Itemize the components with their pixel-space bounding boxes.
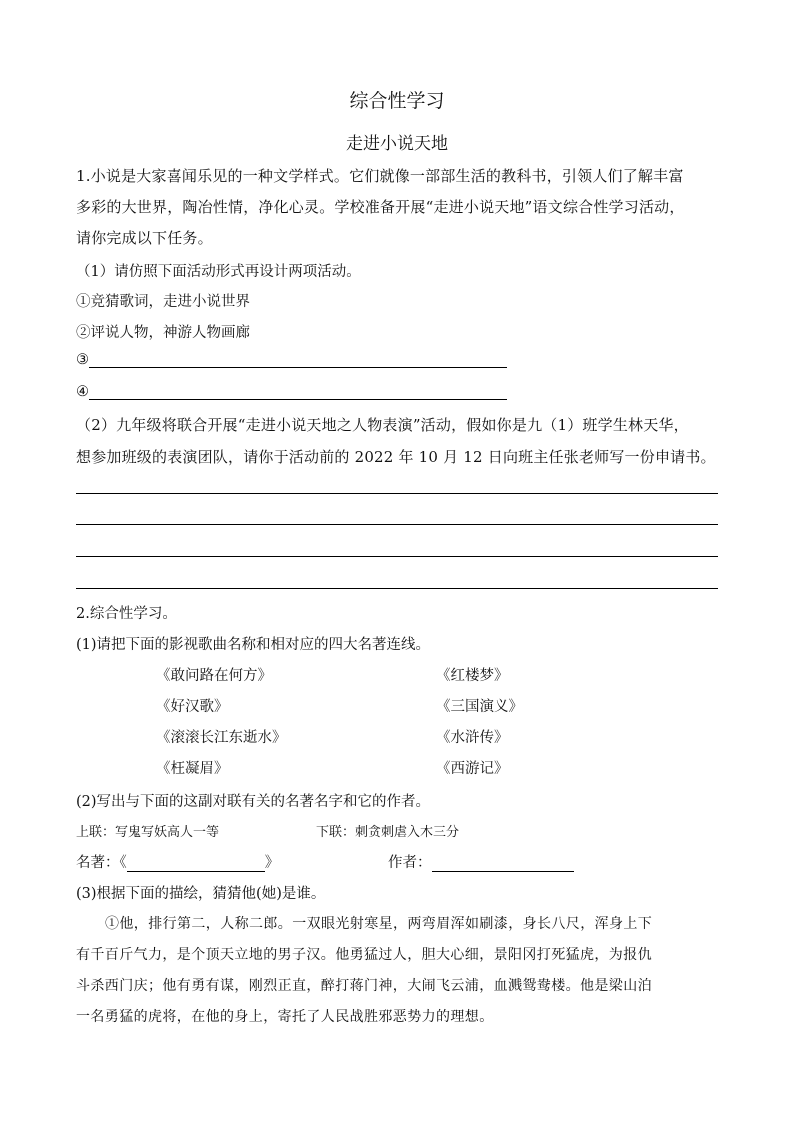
page-title: 综合性学习 (349, 90, 445, 112)
answer-line-4[interactable] (89, 383, 507, 400)
author-blank[interactable] (432, 855, 574, 872)
novel-3[interactable]: 《水浒传》 (436, 730, 509, 746)
q1-intro-line-3: 请你完成以下任务。 (76, 229, 213, 247)
song-2[interactable]: 《好汉歌》 (156, 699, 229, 715)
writing-line-1[interactable] (76, 493, 718, 494)
novel-1[interactable]: 《红楼梦》 (436, 668, 509, 684)
blank-mark-4: ④ (76, 384, 89, 400)
novel-4[interactable]: 《西游记》 (436, 761, 509, 777)
writing-line-3[interactable] (76, 556, 718, 557)
q1-intro-line-1: 1.小说是大家喜闻乐见的一种文学样式。它们就像一部部生活的教科书，引领人们了解丰富 (76, 167, 684, 185)
book-blank[interactable] (127, 855, 265, 872)
q2-heading: 2.综合性学习。 (76, 606, 177, 622)
writing-line-2[interactable] (76, 524, 718, 525)
writing-line-4[interactable] (76, 588, 718, 589)
page-subtitle: 走进小说天地 (346, 134, 448, 154)
q1-blank-3[interactable] (76, 351, 507, 368)
book-answer[interactable] (76, 851, 279, 872)
author-label: 作者： (388, 855, 432, 871)
q1-part2-line-1: （2）九年级将联合开展“走进小说天地之人物表演”活动，假如你是九（1）班学生林天华， (76, 416, 689, 434)
answer-line-3[interactable] (89, 351, 507, 368)
q1-part2-line-2: 想参加班级的表演团队，请你于活动前的 2022 年 10 月 12 日向班主任张老师写一份申请书。 (76, 448, 716, 466)
q2-part2-prompt: (2)写出与下面的这副对联有关的名著名字和它的作者。 (76, 794, 431, 810)
passage-line-2: 有千百斤气力，是个顶天立地的男子汉。他勇猛过人，胆大心细，景阳冈打死猛虎，为报仇 (76, 947, 652, 963)
q1-intro-line-2: 多彩的大世界，陶冶性情，净化心灵。学校准备开展“走进小说天地”语文综合性学习活动， (76, 198, 685, 216)
song-1[interactable]: 《敢问路在何方》 (156, 668, 272, 684)
couplet-lower: 下联：刺贪刺虐入木三分 (316, 825, 460, 840)
novel-2[interactable]: 《三国演义》 (436, 699, 523, 715)
couplet-upper: 上联：写鬼写妖高人一等 (76, 825, 220, 840)
q1-part1-prompt: （1）请仿照下面活动形式再设计两项活动。 (76, 264, 361, 280)
book-label: 名著：《 (76, 855, 127, 871)
q2-part3-prompt: (3)根据下面的描绘，猜猜他(她)是谁。 (76, 886, 326, 902)
blank-mark-3: ③ (76, 352, 89, 368)
song-4[interactable]: 《枉凝眉》 (156, 761, 229, 777)
q1-example-2: ②评说人物，神游人物画廊 (76, 325, 250, 341)
q2-part1-prompt: (1)请把下面的影视歌曲名称和相对应的四大名著连线。 (76, 637, 431, 653)
passage-line-4: 一名勇猛的虎将，在他的身上，寄托了人民战胜邪恶势力的理想。 (76, 1009, 494, 1025)
passage-line-1: ①他，排行第二，人称二郎。一双眼光射寒星，两弯眉浑如刷漆，身长八尺，浑身上下 (105, 916, 653, 932)
author-answer[interactable] (388, 851, 574, 872)
q1-blank-4[interactable] (76, 383, 507, 400)
passage-line-3: 斗杀西门庆；他有勇有谋，刚烈正直，醉打蒋门神，大闹飞云浦，血溅鸳鸯楼。他是梁山泊 (76, 978, 652, 994)
book-close: 》 (264, 855, 280, 871)
q1-example-1: ①竞猜歌词，走进小说世界 (76, 294, 250, 310)
song-3[interactable]: 《滚滚长江东逝水》 (156, 730, 287, 746)
